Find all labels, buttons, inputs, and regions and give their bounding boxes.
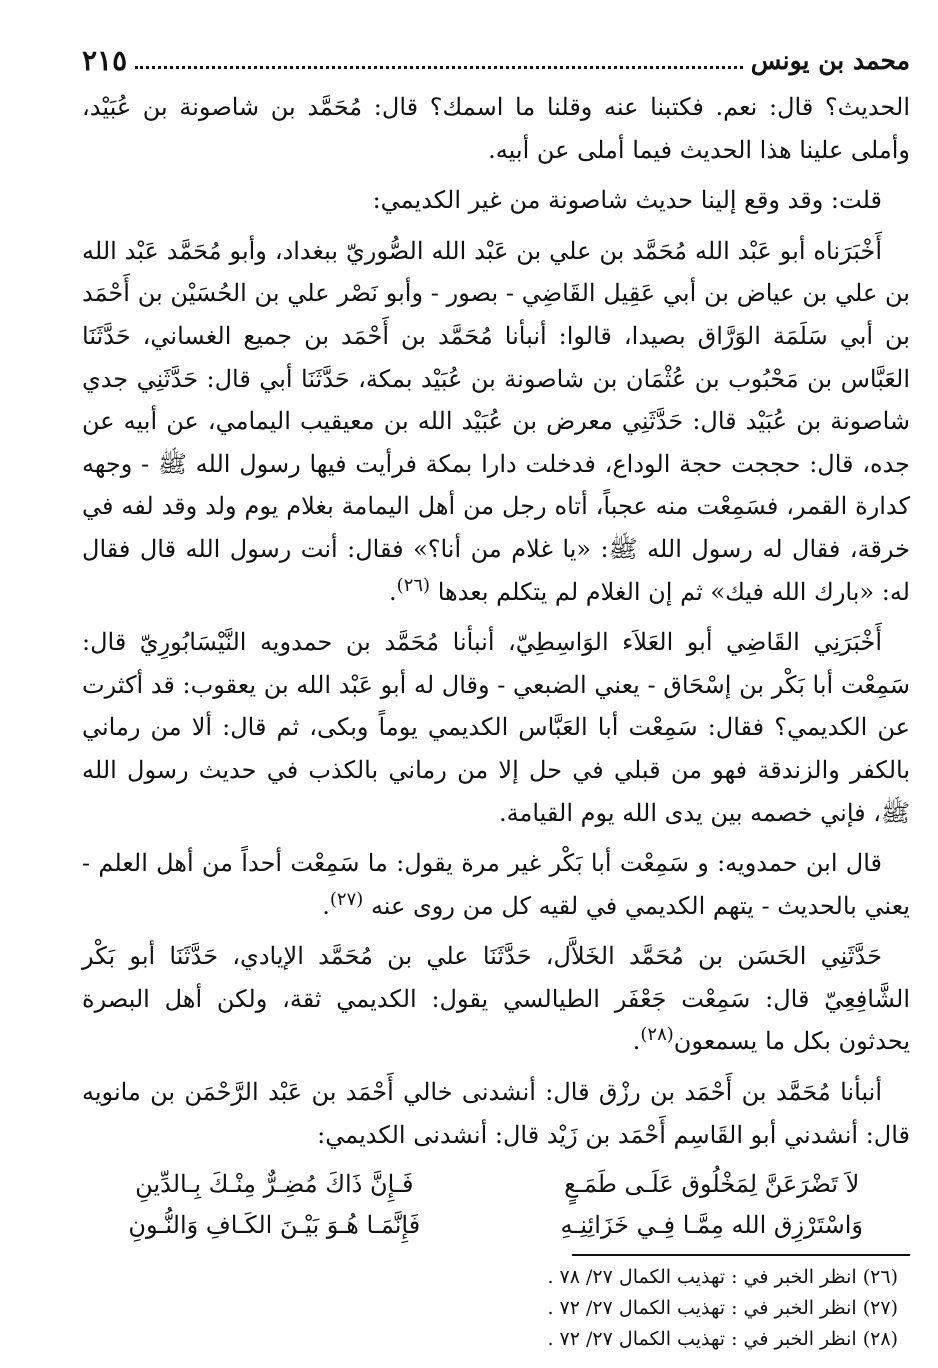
poem: [82, 1164, 910, 1246]
paragraph-text: حَدَّثَنِي الحَسَن بن مُحَمَّد الخَلاَّل، حَدَّثَنَا علي بن مُحَمَّد الإيادي، حَدَّثَنَا أبو بَكْر الشَّافِعِيّ قال: سَمِعْت جَعْفَر الطيالسي يقول: الكديمي ثقة، ولكن أهل البصرة يحدثون بكل ما يسمعون: [82, 942, 910, 1056]
paragraph-text: أنبأنا مُحَمَّد بن أَحْمَد بن رزْق قال: أنشدنى خالي أَحْمَد بن عَبْد الرَّحْمَن بن مانويه قال: أنشدني أبو القَاسِم أَحْمَد بن زَيْد قال: أنشدنى الكديمي:: [82, 1078, 910, 1149]
page-header: [82, 38, 910, 82]
paragraph: [82, 935, 910, 1063]
main-text: [82, 86, 910, 1246]
paragraph-text: قال ابن حمدويه: و سَمِعْت أبا بَكْر غير مرة يقول: ما سَمِعْت أحداً من أهل العلم - يعني بالحديث - يتهم الكديمي في لقيه كل من روى عنه: [82, 849, 910, 920]
poem-verse: [82, 1205, 910, 1246]
footnote: (٢٦) انظر الخبر في : تهذيب الكمال ٢٧/ ٧٨ .: [547, 1266, 898, 1289]
paragraph-text: أَخْبَرَناه أبو عَبْد الله مُحَمَّد بن علي بن عَبْد الله الصُّوريّ ببغداد، وأبو مُحَمَّد عَبْد الله بن علي بن عياض بن أبي عَقِيل القَاضِي - بصور - وأبو نَصْر علي بن الحُسَيْن بن أَحْمَد بن أبي سَلَمَة الوَرَّاق بصيدا، قالوا: أنبأنا مُحَمَّد بن أَحْمَد بن جميع الغساني، حَدَّثَنَا العَبَّاس بن مَحْبُوب بن عُثْمَان بن شاصونة بن عُبَيْد بمكة، حَدَّثَنَا أبي قال: حَدَّثَنِي جدي شاصونة بن عُبَيْد قال: حَدَّثَنِي معرض بن عُبَيْد الله بن معيقيب اليمامي، عن أبيه عن جده، قال: حججت حجة الوداع، فدخلت دارا بمكة فرأيت فيها رسول الله ﷺ - وجهه كدارة القمر، فسَمِعْت منه عجباً، أتاه رجل من أهل اليمامة بغلام يوم ولد وقد لفه في خرقة، فقال له رسول الله ﷺ: «يا غلام من أنا؟» فقال: أنت رسول الله قال فقال له: «بارك الله فيك» ثم إن الغلام لم يتكلم بعدها: [82, 236, 911, 606]
paragraph: [82, 842, 910, 927]
footnote: (٢٧) انظر الخبر في : تهذيب الكمال ٢٧/ ٧٢ .: [547, 1297, 898, 1320]
footnote-reference: (٢٨): [640, 1024, 674, 1046]
verse-second-hemistich: فَـإِنَّ ذَاكَ مُضِـرٌّ مِنْـكَ بِـالدِّينِ: [135, 1170, 414, 1199]
footnote-reference: (٢٧): [329, 888, 364, 910]
footnotes: [82, 1262, 910, 1355]
paragraph-text: الحديث؟ قال: نعم. فكتبنا عنه وقلنا ما اسمك؟ قال: مُحَمَّد بن شاصونة بن عُبَيْد، وأملى علينا هذا الحديث فيما أملى عن أبيه.: [82, 93, 910, 164]
footnote-separator: [572, 1254, 910, 1256]
paragraph: [82, 1071, 910, 1156]
page-number: ٢١٥: [82, 43, 128, 77]
footnote-reference: (٢٦): [396, 574, 431, 596]
paragraph: [82, 179, 910, 222]
paragraph: [82, 86, 910, 171]
paragraph-text: قلت: وقد وقع إلينا حديث شاصونة من غير الكديمي:: [372, 186, 882, 215]
verse-second-hemistich: فَإِنَّمَـا هُـوَ بَيْـنَ الكَـافِ وَالنُّـونِ: [128, 1211, 421, 1240]
paragraph-tail: .: [632, 1027, 641, 1056]
book-page: [82, 38, 911, 1351]
verse-first-hemistich: لاَ تَضْرَعَنَّ لِمَخْلُوق عَلَـى طَمَـعٍ: [564, 1170, 860, 1199]
verse-first-hemistich: وَاسْتَرْزِق الله مِمَّـا فِـي خَزَائِنِـهِ: [560, 1211, 863, 1240]
poem-verse: [82, 1164, 910, 1205]
paragraph-tail: .: [322, 891, 330, 920]
running-title: محمد بن يونس: [750, 45, 910, 75]
paragraph-text: أَخْبَرَنِي القَاضِي أبو العَلاَء الوَاسِطِيّ، أنبأنا مُحَمَّد بن حمدويه النَّيْسَابُورِيّ قال: سَمِعْت أبا بَكْر بن إسْحَاق - يعني الضبعي - وقال له أبو عَبْد الله بن يعقوب: قد أكثرت عن الكديمي؟ فقال: سَمِعْت أبا العَبَّاس الكديمي يوماً وبكى، ثم قال: ألا من رماني بالكفر والزندقة فهو من قبلي في حل إلا من رماني بالكذب في حديث رسول الله ﷺ، فإني خصمه بين يدى الله يوم القيامة.: [82, 628, 910, 827]
footnote: (٢٨) انظر الخبر في : تهذيب الكمال ٢٧/ ٧٢ .: [547, 1328, 898, 1351]
paragraph: أَخْبَرَناه أبو عَبْد الله مُحَمَّد بن علي بن عَبْد الله الصُّوريّ ببغداد، وأبو مُحَمَّد عَبْد الله بن علي بن عياض بن أبي عَقِيل القَاضِي - بصور - وأبو نَصْر علي بن الحُسَيْن بن أَحْمَد بن أبي سَلَمَة الوَرَّاق بصيدا، قالوا: أنبأنا مُحَمَّد بن أَحْمَد بن جميع الغساني، حَدَّثَنَا العَبَّاس بن مَحْبُوب بن عُثْمَان بن شاصونة بن عُبَيْد بمكة، حَدَّثَنَا أبي قال: حَدَّثَنِي جدي شاصونة بن عُبَيْد قال: حَدَّثَنِي معرض بن عُبَيْد الله بن معيقيب اليمامي، عن أبيه عن جده، قال: حججت حجة الوداع، فدخلت دارا بمكة فرأيت فيها رسول الله ﷺ - وجهه كدارة القمر، فسَمِعْت منه عجباً، أتاه رجل من أهل اليمامة بغلام يوم ولد وقد لفه في خرقة، فقال له رسول الله ﷺ: «يا غلام من أنا؟» فقال: أنت رسول الله قال فقال له: «بارك الله فيك» ثم إن الغلام لم يتكلم بعدها $^{(٢٦)}$.: [82, 236, 911, 606]
paragraph: [82, 621, 910, 834]
header-dot-leader: [135, 52, 743, 69]
